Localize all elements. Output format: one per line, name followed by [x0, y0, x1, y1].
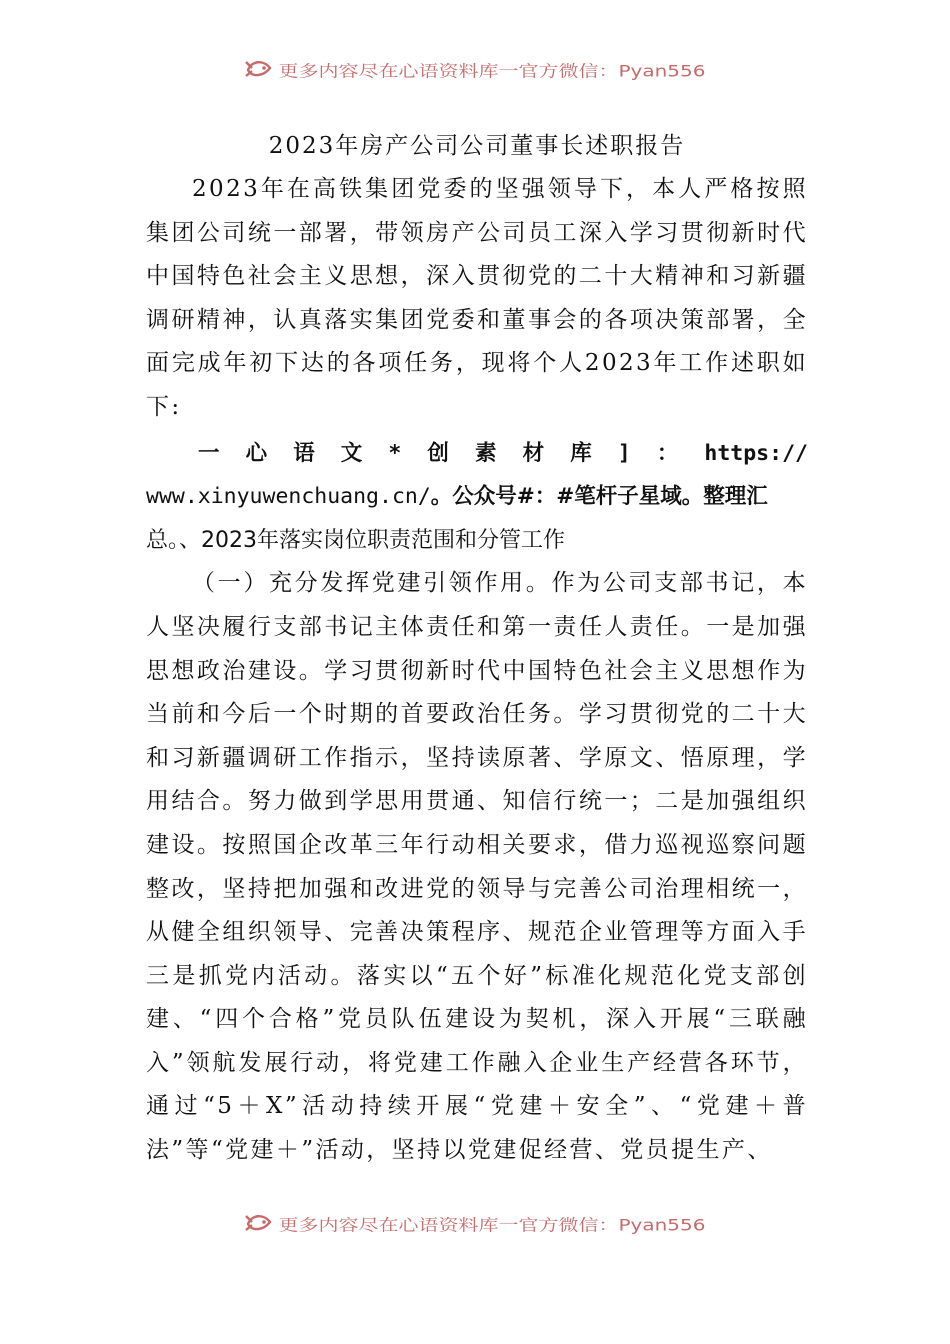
- source-char: 库: [570, 440, 592, 466]
- source-char: ]: [617, 440, 631, 466]
- watermark-text: 更多内容尽在心语资料库一官方微信：Pyan556: [278, 1214, 706, 1234]
- source-char: https://: [704, 440, 808, 466]
- watermark-banner-bottom: [0, 1206, 950, 1240]
- intro-paragraph: 2023年在高铁集团党委的坚强领导下，本人严格按照集团公司统一部署，带领房产公司员工深入学习贯彻新时代中国特色社会主义思想，深入贯彻党的二十大精神和习新疆调研精神，认真落实集团党委和董事会的各项决策部署，全面完成年初下达的各项任务，现将个人2023年工作述职如下:: [146, 176, 808, 420]
- source-notice-line: [146, 432, 808, 476]
- source-char: 材: [522, 440, 545, 466]
- fish-logo-icon: [244, 1210, 274, 1236]
- source-char: 语: [293, 440, 315, 466]
- source-char: 素: [475, 440, 497, 466]
- source-url: www.xinyuwenchuang.cn/: [146, 484, 431, 510]
- watermark-text: 更多内容尽在心语资料库一官方微信：Pyan556: [278, 60, 706, 80]
- source-char: 心: [245, 440, 268, 466]
- source-char: 创: [427, 440, 449, 466]
- source-char: *: [388, 440, 402, 466]
- section-heading: 总。、2023年落实岗位职责范围和分管工作: [146, 527, 565, 553]
- source-char: 一: [198, 440, 220, 466]
- source-note: 。公众号#：#笔杆子星域。整理汇: [430, 484, 768, 510]
- page-title: 2023年房产公司公司董事长述职报告: [268, 133, 686, 159]
- section-paragraph: （一）充分发挥党建引领作用。作为公司支部书记，本人坚决履行支部书记主体责任和第一责任人责任。一是加强思想政治建设。学习贯彻新时代中国特色社会主义思想作为当前和今后一个时期的首要政治任务。学习贯彻党的二十大和习新疆调研工作指示，坚持读原著、学原文、悟原理，学用结合。努力做到学思用贯通、知信行统一；二是加强组织建设。按照国企改革三年行动相关要求，借力巡视巡察问题整改，坚持把加强和改进党的领导与完善公司治理相统一，从健全组织领导、完善决策程序、规范企业管理等方面入手三是抓党内活动。落实以“五个好”标准化规范化党支部创建、“四个合格”党员队伍建设为契机，深入开展“三联融入”领航发展行动，将党建工作融入企业生产经营各环节，通过“5＋X”活动持续开展“党建＋安全”、“党建＋普法”等“党建＋”活动，坚持以党建促经营、党员提生产、: [146, 570, 808, 1164]
- source-char: 文: [340, 440, 363, 466]
- document-body: [146, 124, 808, 1173]
- fish-logo-icon: [244, 56, 274, 82]
- source-notice-line: [146, 475, 808, 519]
- source-char: ：: [656, 440, 679, 466]
- watermark-banner-top: [0, 52, 950, 86]
- source-notice: [146, 432, 808, 519]
